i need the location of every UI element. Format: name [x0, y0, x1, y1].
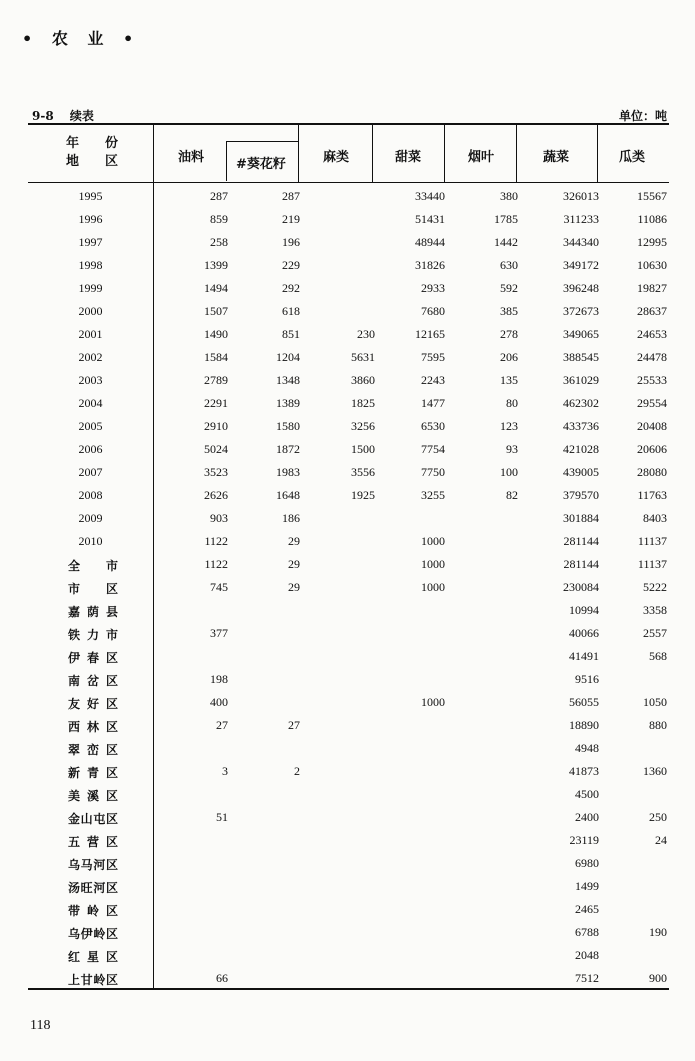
cell-vegetables: 361029	[563, 373, 599, 387]
stub-header-region-1: 地	[66, 154, 80, 169]
table-row	[28, 231, 669, 254]
row-region-label: 上甘岭区	[68, 973, 118, 987]
table-row	[28, 783, 669, 806]
cell-melons: 25533	[637, 373, 667, 387]
table-row	[28, 921, 669, 944]
row-year-label: 2006	[78, 442, 103, 456]
cell-beet: 6530	[421, 419, 445, 433]
cell-melons: 1050	[643, 695, 667, 709]
cell-melons: 11137	[637, 534, 667, 548]
running-head-dot-left: •	[22, 29, 35, 48]
cell-vegetables: 421028	[563, 442, 599, 456]
cell-vegetables: 301884	[563, 511, 599, 525]
cell-melons: 20606	[637, 442, 667, 456]
cell-oil: 258	[210, 235, 228, 249]
row-year-label: 2005	[78, 419, 103, 433]
cell-sunflower: 1580	[276, 419, 300, 433]
cell-tobacco: 135	[500, 373, 518, 387]
cell-tobacco: 385	[500, 304, 518, 318]
cell-beet: 7595	[421, 350, 445, 364]
row-year-label: 1995	[78, 189, 103, 203]
cell-beet: 7680	[421, 304, 445, 318]
cell-vegetables: 6788	[575, 925, 599, 939]
cell-melons: 5222	[643, 580, 667, 594]
cell-sunflower: 287	[282, 189, 300, 203]
cell-vegetables: 9516	[575, 672, 599, 686]
header-divider-2	[372, 123, 373, 183]
cell-oil: 1490	[204, 327, 228, 341]
cell-beet: 3255	[421, 488, 445, 502]
table-row	[28, 944, 669, 967]
table-row	[28, 277, 669, 300]
cell-melons: 24653	[637, 327, 667, 341]
cell-vegetables: 41873	[569, 764, 599, 778]
cell-vegetables: 6980	[575, 856, 599, 870]
col-header-oil: 油料	[178, 150, 205, 165]
cell-tobacco: 206	[500, 350, 518, 364]
cell-melons: 3358	[643, 603, 667, 617]
table-row	[28, 737, 669, 760]
cell-beet: 48944	[415, 235, 445, 249]
cell-beet: 1000	[421, 534, 445, 548]
row-region-label: 乌伊岭区	[68, 927, 118, 941]
cell-vegetables: 4948	[575, 741, 599, 755]
cell-beet: 2933	[421, 281, 445, 295]
table-body	[28, 185, 669, 990]
cell-sunflower: 29	[288, 580, 300, 594]
cell-vegetables: 2465	[575, 902, 599, 916]
cell-melons: 900	[649, 971, 667, 985]
table-row	[28, 254, 669, 277]
row-year-label: 2000	[78, 304, 103, 318]
table-row	[28, 415, 669, 438]
cell-sunflower: 1204	[276, 350, 300, 364]
table-row	[28, 484, 669, 507]
cell-oil: 1122	[204, 557, 228, 571]
stub-header-year-2: 份	[104, 136, 118, 151]
row-year-label: 2008	[78, 488, 103, 502]
row-year-label: 1998	[78, 258, 103, 272]
cell-melons: 11763	[637, 488, 667, 502]
running-head-dot-right: •	[123, 29, 136, 48]
cell-sunflower: 186	[282, 511, 300, 525]
header-divider-4	[516, 123, 517, 183]
cell-vegetables: 372673	[563, 304, 599, 318]
cell-beet: 1477	[421, 396, 445, 410]
table-row	[28, 668, 669, 691]
header-bottom-rule	[28, 182, 669, 183]
cell-tobacco: 592	[500, 281, 518, 295]
cell-tobacco: 80	[506, 396, 518, 410]
cell-oil: 1494	[204, 281, 228, 295]
col-header-vegetables: 蔬菜	[543, 150, 570, 165]
table-row	[28, 438, 669, 461]
cell-sunflower: 29	[288, 534, 300, 548]
cell-sunflower: 1348	[276, 373, 300, 387]
row-region-label: 红星区	[68, 950, 118, 964]
cell-vegetables: 433736	[563, 419, 599, 433]
cell-hemp: 5631	[351, 350, 375, 364]
cell-tobacco: 93	[506, 442, 518, 456]
running-head-char-2: 业	[87, 29, 106, 48]
row-region-label: 翠峦区	[68, 743, 118, 757]
stub-header-year-1: 年	[66, 136, 80, 151]
header-divider-3	[444, 123, 445, 183]
cell-sunflower: 851	[282, 327, 300, 341]
row-year-label: 2009	[78, 511, 103, 525]
page-number: 118	[30, 1018, 51, 1033]
table-row	[28, 208, 669, 231]
cell-sunflower: 1389	[276, 396, 300, 410]
row-region-label: 市区	[68, 582, 118, 596]
cell-vegetables: 41491	[569, 649, 599, 663]
cell-oil: 2789	[204, 373, 228, 387]
cell-melons: 28637	[637, 304, 667, 318]
cell-sunflower: 29	[288, 557, 300, 571]
row-region-label: 全市	[68, 559, 118, 573]
table-row	[28, 530, 669, 553]
cell-beet: 7750	[421, 465, 445, 479]
table-row	[28, 576, 669, 599]
cell-beet: 51431	[415, 212, 445, 226]
cell-sunflower: 1872	[276, 442, 300, 456]
cell-sunflower: 292	[282, 281, 300, 295]
cell-beet: 1000	[421, 557, 445, 571]
cell-beet: 1000	[421, 695, 445, 709]
row-region-label: 铁力市	[68, 628, 118, 642]
header-divider-5	[597, 123, 598, 183]
cell-melons: 10630	[637, 258, 667, 272]
cell-oil: 903	[210, 511, 228, 525]
cell-oil: 287	[210, 189, 228, 203]
cell-melons: 29554	[637, 396, 667, 410]
cell-hemp: 3556	[351, 465, 375, 479]
running-head	[22, 26, 145, 49]
table-row	[28, 829, 669, 852]
cell-beet: 31826	[415, 258, 445, 272]
cell-tobacco: 123	[500, 419, 518, 433]
row-year-label: 2007	[78, 465, 103, 479]
row-year-label: 2010	[78, 534, 103, 548]
row-region-label: 金山屯区	[68, 812, 118, 826]
cell-vegetables: 281144	[563, 534, 599, 548]
row-year-label: 2001	[78, 327, 103, 341]
col-header-tobacco: 烟叶	[468, 150, 495, 165]
cell-vegetables: 56055	[569, 695, 599, 709]
cell-melons: 568	[649, 649, 667, 663]
cell-melons: 8403	[643, 511, 667, 525]
unit-label: 单位：吨	[618, 109, 667, 123]
table-row	[28, 300, 669, 323]
table-continued-label: 续表	[69, 109, 94, 123]
col-header-sunflower: #葵花籽	[236, 157, 286, 172]
cell-oil: 745	[210, 580, 228, 594]
cell-hemp: 3256	[351, 419, 375, 433]
cell-oil: 1122	[204, 534, 228, 548]
row-region-label: 南岔区	[68, 674, 118, 688]
col-header-beet: 甜菜	[395, 150, 422, 165]
table-row	[28, 760, 669, 783]
row-region-label: 伊春区	[68, 651, 118, 665]
col-header-melons: 瓜类	[619, 150, 646, 165]
cell-melons: 190	[649, 925, 667, 939]
cell-hemp: 1925	[351, 488, 375, 502]
cell-tobacco: 82	[506, 488, 518, 502]
table-row	[28, 691, 669, 714]
cell-vegetables: 349065	[563, 327, 599, 341]
cell-tobacco: 380	[500, 189, 518, 203]
row-region-label: 嘉荫县	[68, 605, 118, 619]
stub-header-region-2: 区	[104, 154, 118, 169]
cell-vegetables: 281144	[563, 557, 599, 571]
cell-tobacco: 1785	[494, 212, 518, 226]
cell-tobacco: 100	[500, 465, 518, 479]
cell-melons: 20408	[637, 419, 667, 433]
cell-vegetables: 2048	[575, 948, 599, 962]
cell-beet: 12165	[415, 327, 445, 341]
cell-tobacco: 1442	[494, 235, 518, 249]
cell-oil: 2291	[204, 396, 228, 410]
stub-header	[66, 135, 118, 171]
cell-sunflower: 618	[282, 304, 300, 318]
cell-oil: 3523	[204, 465, 228, 479]
cell-vegetables: 311233	[563, 212, 599, 226]
cell-oil: 3	[222, 764, 228, 778]
cell-melons: 11137	[637, 557, 667, 571]
table-row	[28, 898, 669, 921]
cell-beet: 1000	[421, 580, 445, 594]
cell-vegetables: 349172	[563, 258, 599, 272]
cell-melons: 11086	[637, 212, 667, 226]
cell-oil: 27	[216, 718, 228, 732]
row-year-label: 2002	[78, 350, 103, 364]
table-row	[28, 507, 669, 530]
cell-vegetables: 1499	[575, 879, 599, 893]
cell-vegetables: 388545	[563, 350, 599, 364]
cell-vegetables: 23119	[569, 833, 599, 847]
cell-melons: 250	[649, 810, 667, 824]
cell-vegetables: 18890	[569, 718, 599, 732]
row-region-label: 汤旺河区	[68, 881, 118, 895]
table-row	[28, 346, 669, 369]
table-row	[28, 553, 669, 576]
table-row	[28, 392, 669, 415]
cell-oil: 1399	[204, 258, 228, 272]
table-top-rule	[28, 123, 669, 125]
table-row	[28, 461, 669, 484]
row-region-label: 美溪区	[68, 789, 118, 803]
row-region-label: 友好区	[68, 697, 118, 711]
cell-oil: 2910	[204, 419, 228, 433]
cell-vegetables: 396248	[563, 281, 599, 295]
table-row	[28, 645, 669, 668]
cell-melons: 19827	[637, 281, 667, 295]
table-row	[28, 875, 669, 898]
row-year-label: 1996	[78, 212, 103, 226]
cell-sunflower: 196	[282, 235, 300, 249]
cell-oil: 1584	[204, 350, 228, 364]
cell-sunflower: 229	[282, 258, 300, 272]
row-region-label: 带岭区	[68, 904, 118, 918]
row-region-label: 西林区	[68, 720, 118, 734]
cell-melons: 24	[655, 833, 667, 847]
running-head-char-1: 农	[51, 29, 70, 48]
cell-hemp: 1825	[351, 396, 375, 410]
cell-oil: 377	[210, 626, 228, 640]
cell-vegetables: 10994	[569, 603, 599, 617]
row-year-label: 2003	[78, 373, 103, 387]
cell-vegetables: 439005	[563, 465, 599, 479]
cell-vegetables: 462302	[563, 396, 599, 410]
cell-oil: 66	[216, 971, 228, 985]
cell-oil: 1507	[204, 304, 228, 318]
cell-sunflower: 2	[294, 764, 300, 778]
cell-vegetables: 40066	[569, 626, 599, 640]
table-row	[28, 369, 669, 392]
cell-oil: 198	[210, 672, 228, 686]
cell-melons: 15567	[637, 189, 667, 203]
table-row	[28, 599, 669, 622]
cell-vegetables: 4500	[575, 787, 599, 801]
cell-beet: 7754	[421, 442, 445, 456]
cell-vegetables: 2400	[575, 810, 599, 824]
cell-oil: 400	[210, 695, 228, 709]
cell-vegetables: 230084	[563, 580, 599, 594]
table-row	[28, 806, 669, 829]
cell-vegetables: 326013	[563, 189, 599, 203]
cell-vegetables: 379570	[563, 488, 599, 502]
table-row	[28, 714, 669, 737]
cell-sunflower: 219	[282, 212, 300, 226]
cell-hemp: 3860	[351, 373, 375, 387]
cell-tobacco: 630	[500, 258, 518, 272]
table-row	[28, 323, 669, 346]
table-row	[28, 185, 669, 208]
cell-beet: 33440	[415, 189, 445, 203]
cell-hemp: 1500	[351, 442, 375, 456]
cell-melons: 2557	[643, 626, 667, 640]
cell-oil: 859	[210, 212, 228, 226]
cell-melons: 28080	[637, 465, 667, 479]
table-row	[28, 622, 669, 645]
table-row	[28, 852, 669, 875]
cell-beet: 2243	[421, 373, 445, 387]
cell-tobacco: 278	[500, 327, 518, 341]
cell-melons: 12995	[637, 235, 667, 249]
cell-melons: 24478	[637, 350, 667, 364]
cell-melons: 880	[649, 718, 667, 732]
row-region-label: 乌马河区	[68, 858, 118, 872]
col-header-hemp: 麻类	[323, 150, 350, 165]
cell-sunflower: 27	[288, 718, 300, 732]
cell-sunflower: 1648	[276, 488, 300, 502]
cell-vegetables: 344340	[563, 235, 599, 249]
cell-vegetables: 7512	[575, 971, 599, 985]
cell-oil: 51	[216, 810, 228, 824]
cell-oil: 5024	[204, 442, 228, 456]
row-year-label: 2004	[78, 396, 103, 410]
cell-sunflower: 1983	[276, 465, 300, 479]
row-year-label: 1999	[78, 281, 103, 295]
row-region-label: 新青区	[68, 766, 118, 780]
cell-hemp: 230	[357, 327, 375, 341]
cell-oil: 2626	[204, 488, 228, 502]
row-year-label: 1997	[78, 235, 103, 249]
cell-melons: 1360	[643, 764, 667, 778]
table-caption	[32, 107, 106, 124]
row-region-label: 五营区	[68, 835, 118, 849]
table-number: 9-8	[32, 109, 54, 123]
table-row	[28, 967, 669, 990]
